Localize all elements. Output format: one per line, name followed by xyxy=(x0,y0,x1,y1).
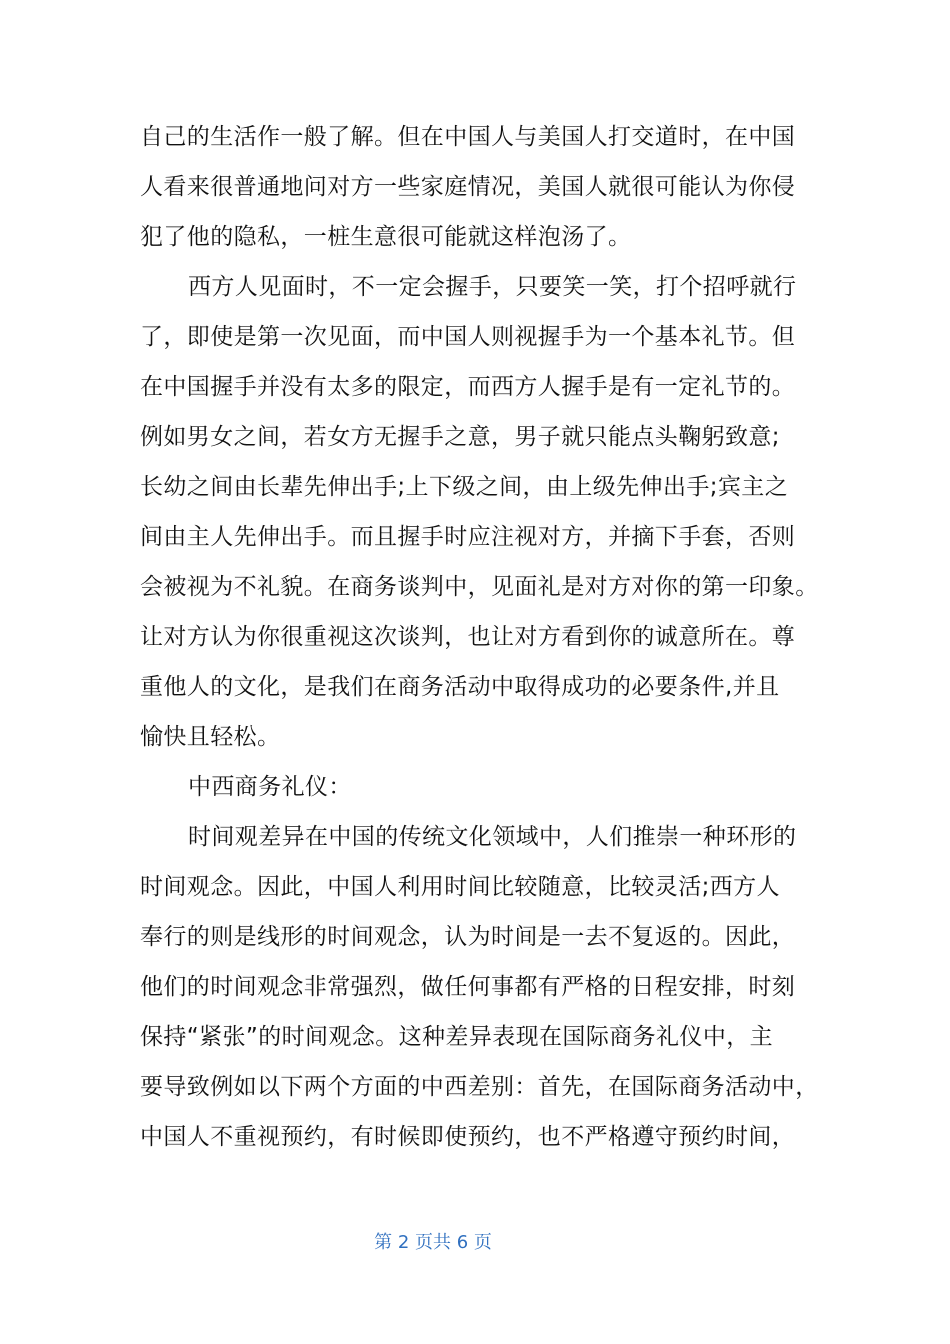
paragraph-line: 犯了他的隐私，一桩生意很可能就这样泡汤了。 xyxy=(140,224,632,250)
paragraph-line: 时间观念。因此，中国人利用时间比较随意，比较灵活;西方人 xyxy=(140,874,780,900)
paragraph-line: 保持“紧张”的时间观念。这种差异表现在国际商务礼仪中，主 xyxy=(140,1024,774,1050)
paragraph-line: 间由主人先伸出手。而且握手时应注视对方，并摘下手套，否则 xyxy=(140,524,796,550)
paragraph-line: 中国人不重视预约，有时候即使预约，也不严格遵守预约时间， xyxy=(140,1124,796,1150)
paragraph-line: 人看来很普通地问对方一些家庭情况，美国人就很可能认为你侵 xyxy=(140,174,796,200)
paragraph-line: 会被视为不礼貌。在商务谈判中，见面礼是对方对你的第一印象。 xyxy=(140,574,819,600)
paragraph-line: 自己的生活作一般了解。但在中国人与美国人打交道时，在中国 xyxy=(140,124,796,150)
paragraph-line: 例如男女之间，若女方无握手之意，男子就只能点头鞠躬致意; xyxy=(140,424,780,450)
paragraph-line: 他们的时间观念非常强烈，做任何事都有严格的日程安排，时刻 xyxy=(140,974,796,1000)
section-heading: 中西商务礼仪： xyxy=(188,774,352,800)
paragraph-line: 长幼之间由长辈先伸出手;上下级之间，由上级先伸出手;宾主之 xyxy=(140,474,789,500)
paragraph-line: 让对方认为你很重视这次谈判，也让对方看到你的诚意所在。尊 xyxy=(140,624,796,650)
paragraph-line: 要导致例如以下两个方面的中西差别：首先，在国际商务活动中， xyxy=(140,1074,819,1100)
paragraph-line: 在中国握手并没有太多的限定，而西方人握手是有一定礼节的。 xyxy=(140,374,796,400)
paragraph-line: 了，即使是第一次见面，而中国人则视握手为一个基本礼节。但 xyxy=(140,324,796,350)
paragraph-line: 重他人的文化，是我们在商务活动中取得成功的必要条件,并且 xyxy=(140,674,780,700)
paragraph-line: 愉快且轻松。 xyxy=(140,724,281,750)
paragraph-line: 奉行的则是线形的时间观念，认为时间是一去不复返的。因此， xyxy=(140,924,796,950)
paragraph-line: 时间观差异在中国的传统文化领域中，人们推崇一种环形的 xyxy=(188,824,797,850)
paragraph-line: 西方人见面时，不一定会握手，只要笑一笑，打个招呼就行 xyxy=(188,274,797,300)
page-number-footer: 第 2 页共 6 页 xyxy=(374,1232,492,1253)
